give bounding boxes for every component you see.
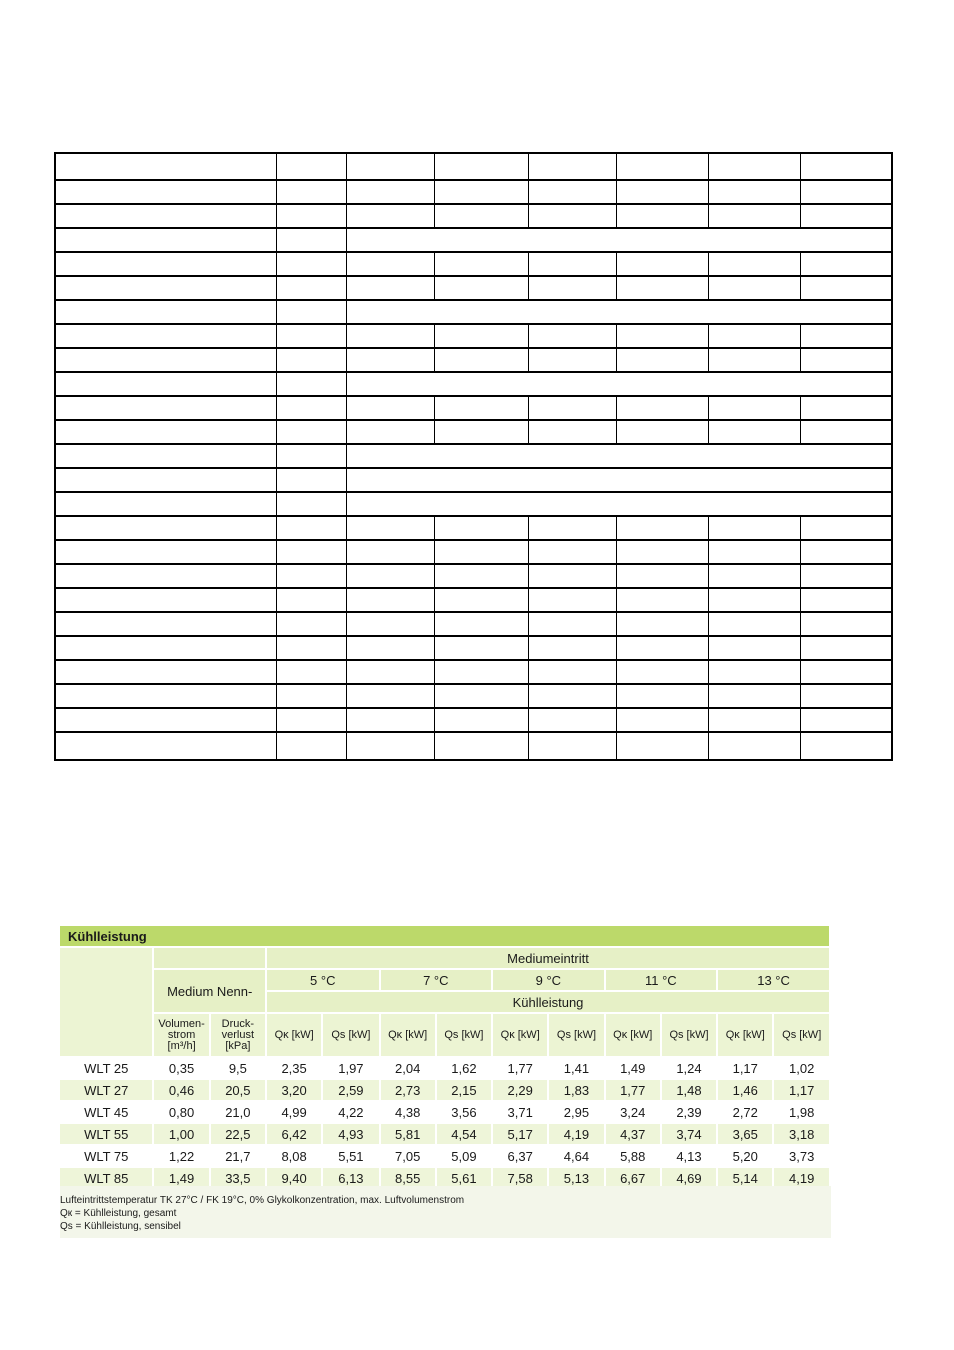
grid-row-line bbox=[56, 443, 891, 445]
grid-col-line bbox=[708, 660, 709, 684]
qk-cell: 5,88 bbox=[605, 1145, 661, 1167]
empty-spec-table bbox=[54, 152, 893, 761]
grid-col-line bbox=[528, 154, 529, 180]
grid-row-line bbox=[56, 587, 891, 589]
qk-cell: 2,73 bbox=[380, 1079, 436, 1101]
grid-row-line bbox=[56, 731, 891, 733]
grid-col-line bbox=[528, 180, 529, 204]
grid-col-line bbox=[800, 660, 801, 684]
grid-col-line bbox=[346, 300, 347, 324]
qs-cell: 4,13 bbox=[661, 1145, 717, 1167]
qs-cell: 2,39 bbox=[661, 1101, 717, 1123]
table-row bbox=[60, 1079, 830, 1101]
pressure-loss-cell: 21,7 bbox=[210, 1145, 266, 1167]
grid-row-line bbox=[56, 179, 891, 181]
grid-row-line bbox=[56, 227, 891, 229]
temp-header: 9 °C bbox=[492, 969, 605, 991]
header-blank bbox=[153, 947, 266, 969]
qk-cell: 7,05 bbox=[380, 1145, 436, 1167]
grid-col-line bbox=[434, 204, 435, 228]
qk-cell: 2,04 bbox=[380, 1057, 436, 1079]
grid-col-line bbox=[708, 348, 709, 372]
temp-header: 5 °C bbox=[266, 969, 380, 991]
footnote-conditions: Lufteintrittstemperatur TK 27°C / FK 19°C, 0% Glykolkonzentration, max. Luftvolumenstrom bbox=[60, 1195, 465, 1206]
qs-cell: 1,98 bbox=[773, 1101, 830, 1123]
grid-col-line bbox=[800, 564, 801, 588]
volume-flow-cell: 0,46 bbox=[153, 1079, 209, 1101]
qk-cell: 5,81 bbox=[380, 1123, 436, 1145]
qs-cell: 1,83 bbox=[548, 1079, 604, 1101]
grid-col-line bbox=[434, 154, 435, 180]
grid-row-line bbox=[56, 491, 891, 493]
model-cell: WLT 85 bbox=[60, 1167, 153, 1189]
qs-header: Qs [kW] bbox=[661, 1013, 717, 1057]
grid-col-line bbox=[528, 540, 529, 564]
grid-col-line bbox=[434, 564, 435, 588]
qk-header: Qĸ [kW] bbox=[380, 1013, 436, 1057]
grid-col-line bbox=[528, 396, 529, 420]
qk-cell: 8,08 bbox=[266, 1145, 322, 1167]
grid-col-line bbox=[434, 396, 435, 420]
qk-cell: 3,20 bbox=[266, 1079, 322, 1101]
grid-col-line bbox=[346, 540, 347, 564]
grid-col-line bbox=[346, 154, 347, 180]
table-row bbox=[60, 1101, 830, 1123]
grid-col-line bbox=[276, 228, 277, 252]
qs-cell: 4,22 bbox=[322, 1101, 379, 1123]
grid-col-line bbox=[616, 732, 617, 759]
model-cell: WLT 25 bbox=[60, 1057, 153, 1079]
grid-col-line bbox=[346, 564, 347, 588]
grid-col-line bbox=[800, 154, 801, 180]
cooling-capacity-header: Kühlleistung bbox=[266, 991, 830, 1013]
grid-col-line bbox=[528, 636, 529, 660]
grid-col-line bbox=[434, 348, 435, 372]
grid-row-line bbox=[56, 563, 891, 565]
grid-col-line bbox=[434, 420, 435, 444]
grid-col-line bbox=[528, 348, 529, 372]
grid-col-line bbox=[276, 180, 277, 204]
grid-col-line bbox=[434, 732, 435, 759]
grid-col-line bbox=[800, 276, 801, 300]
grid-col-line bbox=[708, 732, 709, 759]
grid-col-line bbox=[528, 276, 529, 300]
grid-col-line bbox=[708, 516, 709, 540]
grid-col-line bbox=[616, 612, 617, 636]
grid-col-line bbox=[276, 732, 277, 759]
grid-col-line bbox=[276, 684, 277, 708]
grid-col-line bbox=[528, 708, 529, 732]
grid-col-line bbox=[800, 684, 801, 708]
qk-cell: 3,65 bbox=[717, 1123, 773, 1145]
header-corner bbox=[60, 947, 153, 1057]
grid-col-line bbox=[346, 372, 347, 396]
grid-col-line bbox=[528, 420, 529, 444]
grid-col-line bbox=[616, 252, 617, 276]
grid-col-line bbox=[616, 564, 617, 588]
grid-row-line bbox=[56, 539, 891, 541]
grid-col-line bbox=[616, 540, 617, 564]
grid-col-line bbox=[276, 204, 277, 228]
grid-col-line bbox=[708, 204, 709, 228]
grid-col-line bbox=[800, 252, 801, 276]
temp-header: 11 °C bbox=[605, 969, 718, 991]
grid-col-line bbox=[616, 396, 617, 420]
grid-row-line bbox=[56, 275, 891, 277]
grid-row-line bbox=[56, 635, 891, 637]
qs-cell: 3,74 bbox=[661, 1123, 717, 1145]
grid-col-line bbox=[800, 612, 801, 636]
qk-cell: 7,58 bbox=[492, 1167, 548, 1189]
grid-col-line bbox=[708, 564, 709, 588]
qk-cell: 2,29 bbox=[492, 1079, 548, 1101]
qk-cell: 8,55 bbox=[380, 1167, 436, 1189]
grid-col-line bbox=[434, 324, 435, 348]
grid-col-line bbox=[528, 204, 529, 228]
table-row bbox=[60, 1145, 830, 1167]
grid-col-line bbox=[276, 276, 277, 300]
pressure-loss-cell: 20,5 bbox=[210, 1079, 266, 1101]
grid-row-line bbox=[56, 299, 891, 301]
grid-col-line bbox=[434, 180, 435, 204]
qk-cell: 6,37 bbox=[492, 1145, 548, 1167]
grid-col-line bbox=[708, 540, 709, 564]
grid-col-line bbox=[708, 154, 709, 180]
grid-col-line bbox=[528, 252, 529, 276]
qk-header: Qĸ [kW] bbox=[717, 1013, 773, 1057]
grid-col-line bbox=[434, 516, 435, 540]
qs-cell: 5,61 bbox=[436, 1167, 492, 1189]
qs-header: Qs [kW] bbox=[436, 1013, 492, 1057]
grid-col-line bbox=[276, 396, 277, 420]
grid-col-line bbox=[276, 348, 277, 372]
qs-cell: 4,19 bbox=[548, 1123, 604, 1145]
grid-col-line bbox=[528, 324, 529, 348]
grid-col-line bbox=[276, 612, 277, 636]
grid-row-line bbox=[56, 515, 891, 517]
grid-col-line bbox=[800, 540, 801, 564]
table-row bbox=[60, 1123, 830, 1145]
qk-header: Qĸ [kW] bbox=[605, 1013, 661, 1057]
temp-header: 7 °C bbox=[380, 969, 493, 991]
grid-col-line bbox=[616, 708, 617, 732]
grid-col-line bbox=[800, 636, 801, 660]
grid-col-line bbox=[616, 204, 617, 228]
grid-col-line bbox=[346, 204, 347, 228]
qk-cell: 3,71 bbox=[492, 1101, 548, 1123]
grid-col-line bbox=[276, 516, 277, 540]
qs-cell: 1,02 bbox=[773, 1057, 830, 1079]
grid-col-line bbox=[346, 420, 347, 444]
medium-nominal-header: Medium Nenn- bbox=[153, 969, 266, 1013]
grid-col-line bbox=[616, 276, 617, 300]
qs-header: Qs [kW] bbox=[548, 1013, 604, 1057]
table-title: Kühlleistung bbox=[60, 926, 830, 947]
grid-col-line bbox=[708, 396, 709, 420]
grid-row-line bbox=[56, 467, 891, 469]
grid-col-line bbox=[708, 252, 709, 276]
qs-header: Qs [kW] bbox=[773, 1013, 830, 1057]
qs-cell: 4,19 bbox=[773, 1167, 830, 1189]
volume-flow-header: Volumen-strom [m³/h] bbox=[153, 1013, 209, 1057]
qs-cell: 2,59 bbox=[322, 1079, 379, 1101]
grid-col-line bbox=[800, 180, 801, 204]
grid-col-line bbox=[346, 324, 347, 348]
qk-header: Qĸ [kW] bbox=[492, 1013, 548, 1057]
grid-col-line bbox=[800, 708, 801, 732]
grid-col-line bbox=[434, 588, 435, 612]
grid-col-line bbox=[708, 612, 709, 636]
grid-col-line bbox=[346, 228, 347, 252]
grid-col-line bbox=[528, 732, 529, 759]
pressure-loss-header: Druck-verlust [kPa] bbox=[210, 1013, 266, 1057]
grid-col-line bbox=[276, 468, 277, 492]
grid-col-line bbox=[800, 396, 801, 420]
qk-cell: 2,72 bbox=[717, 1101, 773, 1123]
grid-col-line bbox=[528, 612, 529, 636]
qs-cell: 4,69 bbox=[661, 1167, 717, 1189]
medium-inlet-header: Mediumeintritt bbox=[266, 947, 830, 969]
grid-col-line bbox=[528, 684, 529, 708]
grid-col-line bbox=[708, 708, 709, 732]
grid-col-line bbox=[616, 348, 617, 372]
qk-cell: 6,67 bbox=[605, 1167, 661, 1189]
table-row bbox=[60, 1057, 830, 1079]
grid-col-line bbox=[276, 588, 277, 612]
temp-header: 13 °C bbox=[717, 969, 830, 991]
grid-col-line bbox=[616, 516, 617, 540]
model-cell: WLT 55 bbox=[60, 1123, 153, 1145]
grid-col-line bbox=[276, 660, 277, 684]
model-cell: WLT 45 bbox=[60, 1101, 153, 1123]
grid-col-line bbox=[528, 516, 529, 540]
qs-cell: 5,13 bbox=[548, 1167, 604, 1189]
qs-cell: 4,64 bbox=[548, 1145, 604, 1167]
grid-row-line bbox=[56, 203, 891, 205]
grid-col-line bbox=[708, 324, 709, 348]
grid-col-line bbox=[346, 708, 347, 732]
pressure-loss-cell: 9,5 bbox=[210, 1057, 266, 1079]
grid-col-line bbox=[346, 492, 347, 516]
qk-cell: 4,38 bbox=[380, 1101, 436, 1123]
qs-cell: 3,73 bbox=[773, 1145, 830, 1167]
grid-col-line bbox=[346, 684, 347, 708]
volume-flow-cell: 1,22 bbox=[153, 1145, 209, 1167]
grid-col-line bbox=[346, 276, 347, 300]
grid-col-line bbox=[276, 636, 277, 660]
grid-col-line bbox=[434, 252, 435, 276]
qs-cell: 3,18 bbox=[773, 1123, 830, 1145]
qs-cell: 1,48 bbox=[661, 1079, 717, 1101]
qs-cell: 1,17 bbox=[773, 1079, 830, 1101]
grid-col-line bbox=[346, 612, 347, 636]
qs-cell: 2,15 bbox=[436, 1079, 492, 1101]
grid-col-line bbox=[708, 636, 709, 660]
grid-col-line bbox=[528, 588, 529, 612]
qs-cell: 4,54 bbox=[436, 1123, 492, 1145]
grid-col-line bbox=[276, 708, 277, 732]
grid-row-line bbox=[56, 707, 891, 709]
volume-flow-cell: 1,00 bbox=[153, 1123, 209, 1145]
grid-col-line bbox=[276, 154, 277, 180]
grid-col-line bbox=[616, 154, 617, 180]
grid-row-line bbox=[56, 347, 891, 349]
grid-col-line bbox=[434, 276, 435, 300]
qk-cell: 2,35 bbox=[266, 1057, 322, 1079]
grid-col-line bbox=[434, 612, 435, 636]
qs-header: Qs [kW] bbox=[322, 1013, 379, 1057]
grid-col-line bbox=[346, 468, 347, 492]
grid-col-line bbox=[616, 636, 617, 660]
grid-col-line bbox=[434, 636, 435, 660]
grid-col-line bbox=[276, 492, 277, 516]
footnote-qs: Qs = Kühlleistung, sensibel bbox=[60, 1221, 181, 1232]
footnote-qk: Qк = Kühlleistung, gesamt bbox=[60, 1208, 177, 1219]
grid-col-line bbox=[800, 204, 801, 228]
qs-cell: 5,51 bbox=[322, 1145, 379, 1167]
qk-cell: 5,20 bbox=[717, 1145, 773, 1167]
grid-col-line bbox=[800, 516, 801, 540]
grid-row-line bbox=[56, 419, 891, 421]
model-cell: WLT 75 bbox=[60, 1145, 153, 1167]
grid-col-line bbox=[276, 564, 277, 588]
qk-cell: 1,77 bbox=[605, 1079, 661, 1101]
grid-col-line bbox=[346, 396, 347, 420]
qk-cell: 1,49 bbox=[605, 1057, 661, 1079]
grid-col-line bbox=[346, 180, 347, 204]
qk-cell: 4,37 bbox=[605, 1123, 661, 1145]
grid-col-line bbox=[346, 444, 347, 468]
qk-cell: 6,42 bbox=[266, 1123, 322, 1145]
grid-col-line bbox=[276, 420, 277, 444]
qs-cell: 1,62 bbox=[436, 1057, 492, 1079]
grid-col-line bbox=[346, 348, 347, 372]
qs-cell: 5,09 bbox=[436, 1145, 492, 1167]
grid-row-line bbox=[56, 683, 891, 685]
grid-col-line bbox=[528, 660, 529, 684]
grid-col-line bbox=[708, 276, 709, 300]
qk-cell: 1,77 bbox=[492, 1057, 548, 1079]
grid-col-line bbox=[800, 348, 801, 372]
grid-col-line bbox=[434, 660, 435, 684]
qs-cell: 1,24 bbox=[661, 1057, 717, 1079]
grid-col-line bbox=[708, 420, 709, 444]
grid-col-line bbox=[616, 684, 617, 708]
grid-col-line bbox=[346, 636, 347, 660]
grid-col-line bbox=[346, 588, 347, 612]
model-cell: WLT 27 bbox=[60, 1079, 153, 1101]
qk-header: Qĸ [kW] bbox=[266, 1013, 322, 1057]
grid-col-line bbox=[708, 588, 709, 612]
qk-cell: 3,24 bbox=[605, 1101, 661, 1123]
pressure-loss-cell: 33,5 bbox=[210, 1167, 266, 1189]
grid-col-line bbox=[800, 588, 801, 612]
grid-col-line bbox=[276, 300, 277, 324]
grid-col-line bbox=[616, 588, 617, 612]
volume-flow-cell: 0,35 bbox=[153, 1057, 209, 1079]
qk-cell: 5,17 bbox=[492, 1123, 548, 1145]
grid-col-line bbox=[528, 564, 529, 588]
grid-col-line bbox=[616, 324, 617, 348]
grid-row-line bbox=[56, 251, 891, 253]
qk-cell: 9,40 bbox=[266, 1167, 322, 1189]
grid-col-line bbox=[346, 252, 347, 276]
grid-col-line bbox=[616, 660, 617, 684]
grid-col-line bbox=[800, 324, 801, 348]
grid-col-line bbox=[346, 660, 347, 684]
qs-cell: 1,97 bbox=[322, 1057, 379, 1079]
qs-cell: 1,41 bbox=[548, 1057, 604, 1079]
grid-row-line bbox=[56, 395, 891, 397]
grid-col-line bbox=[708, 684, 709, 708]
qs-cell: 2,95 bbox=[548, 1101, 604, 1123]
qs-cell: 3,56 bbox=[436, 1101, 492, 1123]
grid-col-line bbox=[708, 180, 709, 204]
grid-col-line bbox=[346, 516, 347, 540]
grid-col-line bbox=[800, 420, 801, 444]
grid-row-line bbox=[56, 611, 891, 613]
qs-cell: 4,93 bbox=[322, 1123, 379, 1145]
qk-cell: 5,14 bbox=[717, 1167, 773, 1189]
qs-cell: 6,13 bbox=[322, 1167, 379, 1189]
grid-row-line bbox=[56, 371, 891, 373]
grid-row-line bbox=[56, 323, 891, 325]
grid-col-line bbox=[276, 252, 277, 276]
grid-col-line bbox=[616, 420, 617, 444]
pressure-loss-cell: 21,0 bbox=[210, 1101, 266, 1123]
grid-col-line bbox=[276, 444, 277, 468]
grid-col-line bbox=[800, 732, 801, 759]
grid-col-line bbox=[434, 684, 435, 708]
grid-col-line bbox=[276, 540, 277, 564]
grid-col-line bbox=[616, 180, 617, 204]
volume-flow-cell: 1,49 bbox=[153, 1167, 209, 1189]
grid-col-line bbox=[346, 732, 347, 759]
qk-cell: 1,17 bbox=[717, 1057, 773, 1079]
grid-col-line bbox=[434, 708, 435, 732]
cooling-capacity-table bbox=[60, 926, 831, 1190]
grid-col-line bbox=[276, 372, 277, 396]
grid-col-line bbox=[434, 540, 435, 564]
grid-row-line bbox=[56, 659, 891, 661]
grid-col-line bbox=[276, 324, 277, 348]
volume-flow-cell: 0,80 bbox=[153, 1101, 209, 1123]
qk-cell: 4,99 bbox=[266, 1101, 322, 1123]
qk-cell: 1,46 bbox=[717, 1079, 773, 1101]
pressure-loss-cell: 22,5 bbox=[210, 1123, 266, 1145]
